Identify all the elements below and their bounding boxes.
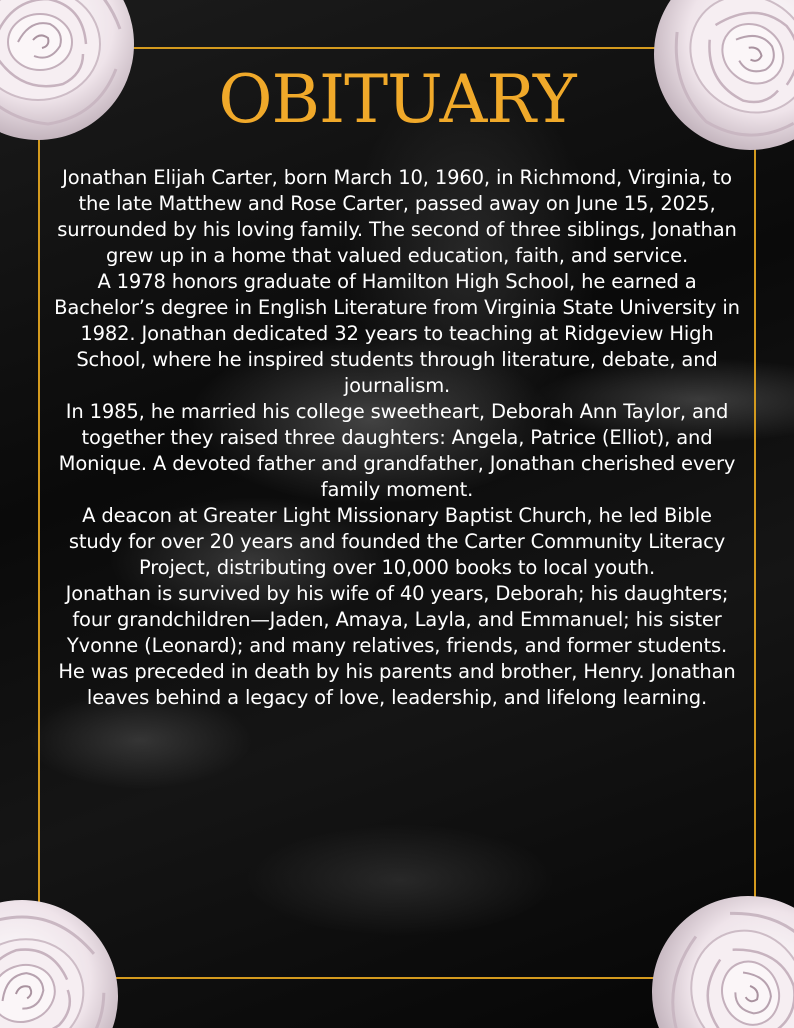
paragraph-survivors: Jonathan is survived by his wife of 40 years, Deborah; his daughters; four grandchildren—Jaden, Amaya, Layla, and Emmanuel; his sister Yvonne (Leonard); and many relatives, friends, and former students. He was preceded in death by his parents and brother, Henry. Jonathan leaves behind a legacy of love, leadership, and lifelong learning. (58, 582, 736, 709)
paragraph-church-service: A deacon at Greater Light Missionary Baptist Church, he led Bible study for over 20 years and founded the Carter Community Literacy Project, distributing over 10,000 books to local youth. (68, 504, 726, 579)
page-title: OBITUARY (218, 61, 576, 138)
paragraph-family: In 1985, he married his college sweetheart, Deborah Ann Taylor, and together they raised three daughters: Angela, Patrice (Elliot), and Monique. A devoted father and grandfather, Jonathan cherished every family moment. (58, 400, 736, 501)
paragraph-education-career: A 1978 honors graduate of Hamilton High School, he earned a Bachelor’s degree in English Literature from Virginia State University in 1982. Jonathan dedicated 32 years to teaching at Ridgeview High School, where he inspired students through literature, debate, and journalism. (54, 270, 740, 397)
obituary-body (54, 165, 740, 711)
paragraph-birth: Jonathan Elijah Carter, born March 10, 1960, in Richmond, Virginia, to the late Matthew and Rose Carter, passed away on June 15, 2025, surrounded by his loving family. The second of three siblings, Jonathan grew up in a home that valued education, faith, and service. (57, 166, 737, 267)
